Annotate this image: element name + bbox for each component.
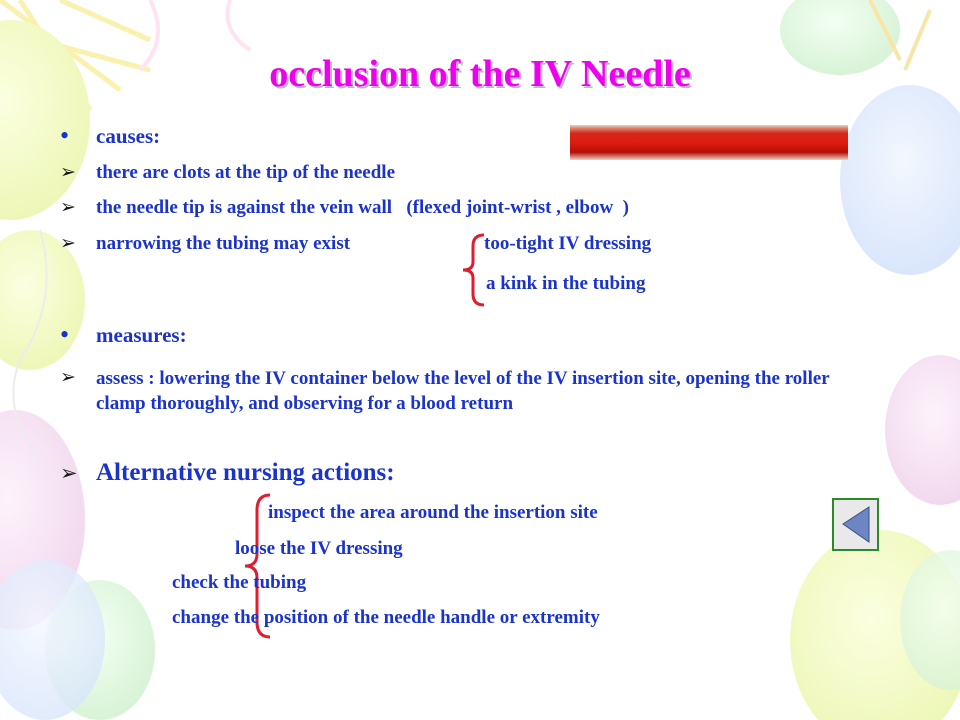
- bullet-dot: •: [60, 320, 70, 349]
- assess-text: assess : lowering the IV container below the level of the IV insertion site, opening the roller clamp thoroughly, and observing for a blood return: [96, 368, 830, 414]
- alternative-action-2: loose the IV dressing: [235, 538, 403, 559]
- alternative-action-4: change the position of the needle handle or extremity: [172, 607, 600, 628]
- cause-item-2: the needle tip is against the vein wall (flexed joint-wrist , elbow ): [96, 197, 630, 218]
- arrow-bullet-icon: ➢: [60, 161, 76, 183]
- cause-item-1: there are clots at the tip of the needle: [96, 162, 395, 183]
- arrow-bullet-icon: ➢: [60, 461, 78, 485]
- alternative-action-3: check the tubing: [172, 572, 307, 593]
- bullet-dot: •: [60, 121, 70, 150]
- iv-tube-image: [570, 125, 848, 160]
- alternative-heading: Alternative nursing actions:: [96, 459, 395, 486]
- cause-item-3: narrowing the tubing may exist: [96, 233, 351, 254]
- slide-title: occlusion of the IV Needle: [269, 53, 691, 95]
- measures-heading: measures:: [96, 323, 187, 347]
- arrow-bullet-icon: ➢: [60, 232, 76, 254]
- back-button[interactable]: [832, 498, 879, 551]
- arrow-bullet-icon: ➢: [60, 366, 76, 388]
- triangle-left-icon: [834, 500, 877, 549]
- narrowing-reason-1: too-tight IV dressing: [484, 233, 652, 254]
- narrowing-reason-2: a kink in the tubing: [486, 273, 646, 294]
- alternative-action-1: inspect the area around the insertion site: [268, 502, 598, 523]
- causes-heading: causes:: [96, 124, 161, 148]
- arrow-bullet-icon: ➢: [60, 196, 76, 218]
